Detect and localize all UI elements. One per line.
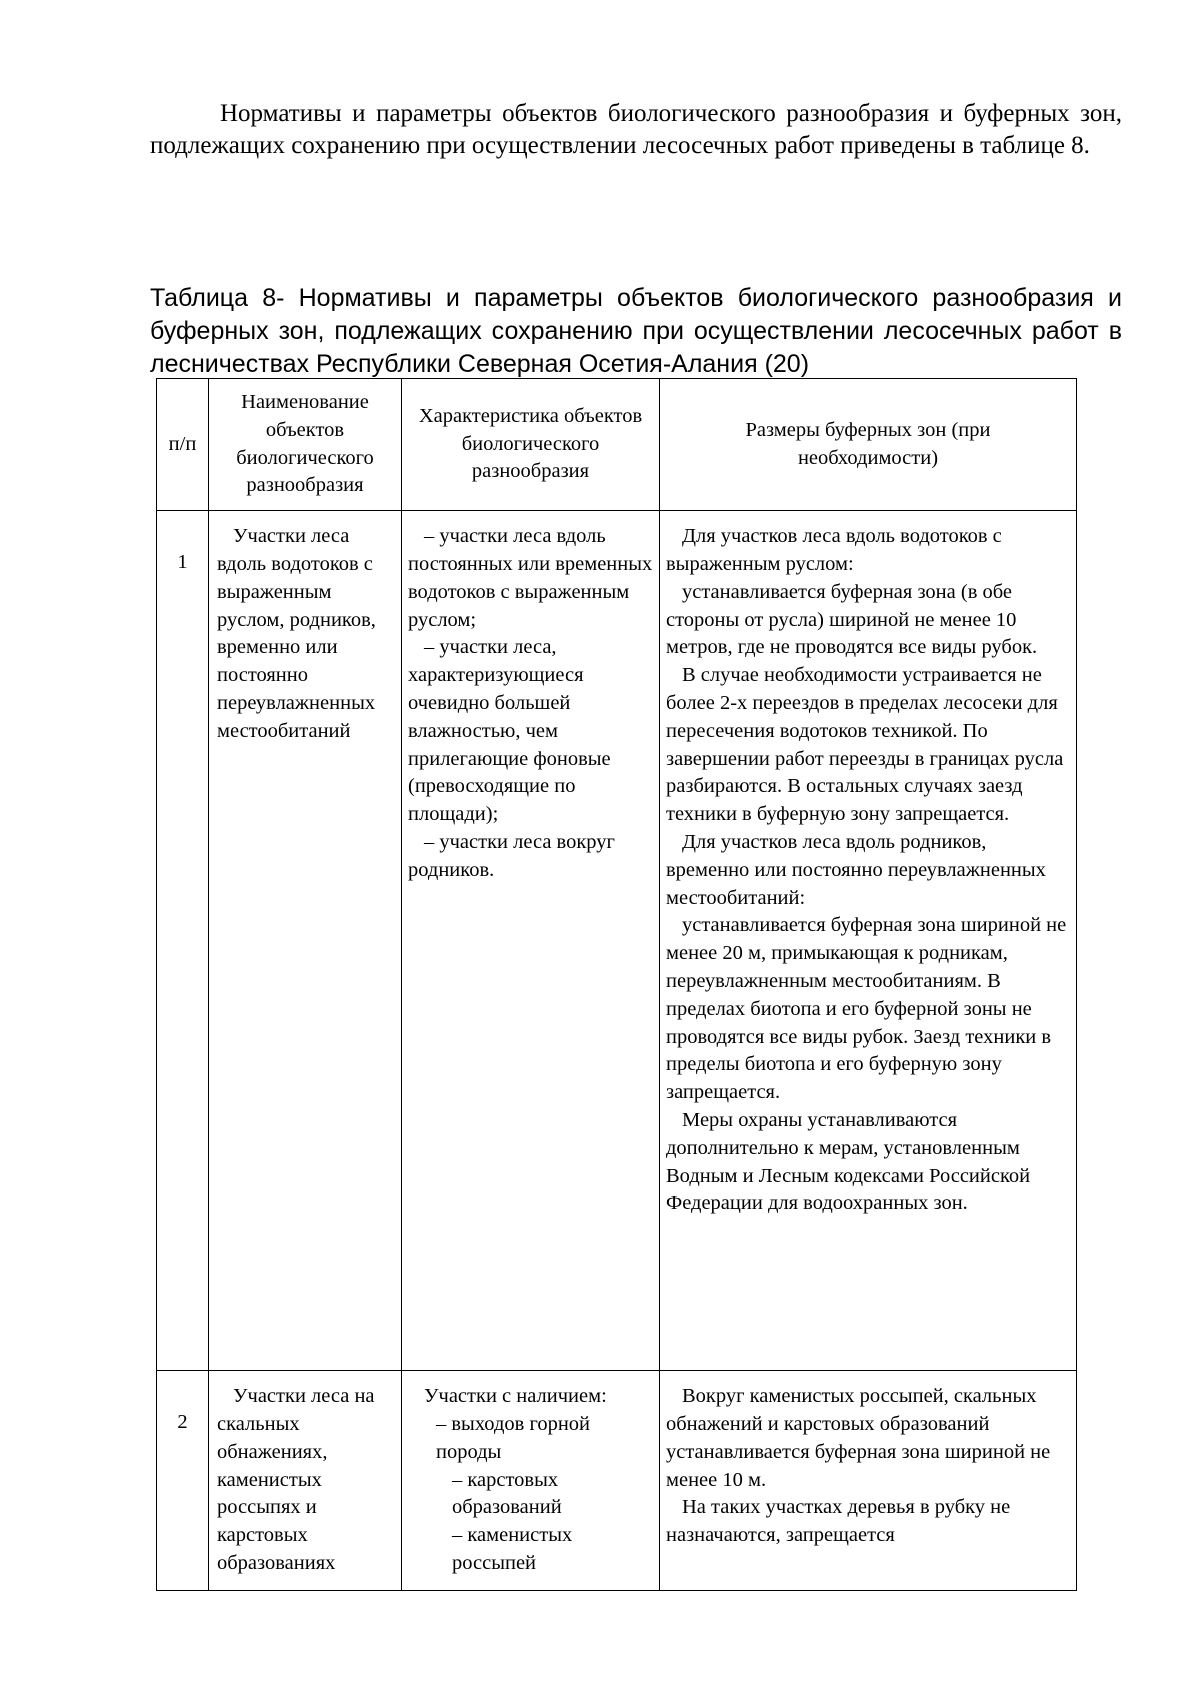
buffer-paragraph: Вокруг каменистых россыпей, скальных обнажений и карстовых образований устанавливается буферная зона шириной не менее 10 м. <box>666 1385 1051 1491</box>
intro-paragraph: Нормативы и параметры объектов биологического разнообразия и буферных зон, подлежащих сохранению при осуществлении лесосечных работ приведены в таблице 8. <box>150 100 1122 159</box>
row-buffer <box>660 511 1077 1371</box>
row-buffer <box>660 1371 1077 1591</box>
characteristic-item: Участки с наличием: <box>424 1385 607 1408</box>
table-header-row <box>157 379 1077 511</box>
row-number: 1 <box>157 511 209 1371</box>
table-row <box>157 511 1077 1371</box>
buffer-paragraph: На таких участках деревья в рубку не назначаются, запрещается <box>666 1496 1011 1547</box>
header-name: Наименование объектов биологического разнообразия <box>209 379 402 511</box>
characteristic-item: – участки леса вдоль постоянных или временных водотоков с выраженным руслом; <box>408 525 653 631</box>
header-num: п/п <box>157 379 209 511</box>
row-number: 2 <box>157 1371 209 1591</box>
buffer-paragraph: Для участков леса вдоль водотоков с выраженным руслом: <box>666 525 1002 575</box>
characteristic-item: – выходов горной породы <box>436 1412 591 1463</box>
characteristic-item: – каменистых россыпей <box>452 1524 573 1574</box>
row-name: Участки леса вдоль водотоков с выраженным руслом, родников, временно или постоянно переувлажненных местообитаний <box>209 511 402 1371</box>
header-characteristic: Характеристика объектов биологического разнообразия <box>402 379 660 511</box>
buffer-paragraph: устанавливается буферная зона (в обе стороны от русла) шириной не менее 10 метров, где не проводятся все виды рубок. <box>666 580 1038 659</box>
header-buffer: Размеры буферных зон (при необходимости) <box>660 379 1077 511</box>
buffer-paragraph: устанавливается буферная зона шириной не менее 20 м, примыкающая к родникам, переувлажненным местообитаниям. В пределах биотопа и его буферной зоны не проводятся все виды рубок. Заезд техники в пределы биотопа и его буферную зону запрещается. <box>666 914 1067 1104</box>
characteristic-item: – участки леса вокруг родников. <box>408 830 615 881</box>
table-caption: Таблица 8- Нормативы и параметры объектов биологического разнообразия и буферных зон, подлежащих сохранению при осуществлении лесосечных работ в лесничествах Республики Северная Осетия-Алания (20) <box>150 284 1122 378</box>
buffer-paragraph: В случае необходимости устраивается не более 2-х переездов в пределах лесосеки для пересечения водотоков техникой. По завершении работ переезды в границах русла разбираются. В остальных случаях заезд техники в буферную зону запрещается. <box>666 664 1064 826</box>
table-row <box>157 1371 1077 1591</box>
row-name: Участки леса на скальных обнажениях, каменистых россыпях и карстовых образованиях <box>209 1371 402 1591</box>
row-characteristic <box>402 511 660 1371</box>
buffer-paragraph: Меры охраны устанавливаются дополнительно к мерам, установленным Водным и Лесным кодексами Российской Федерации для водоохранных зон. <box>666 1108 1031 1215</box>
buffer-paragraph: Для участков леса вдоль родников, временно или постоянно переувлажненных местообитаний: <box>666 830 1046 909</box>
characteristic-item: – участки леса, характеризующиеся очевидно большей влажностью, чем прилегающие фоновые (превосходящие по площади); <box>408 636 611 826</box>
characteristic-item: – карстовых образований <box>452 1468 562 1519</box>
biodiversity-table <box>156 378 1077 1591</box>
row-characteristic <box>402 1371 660 1591</box>
